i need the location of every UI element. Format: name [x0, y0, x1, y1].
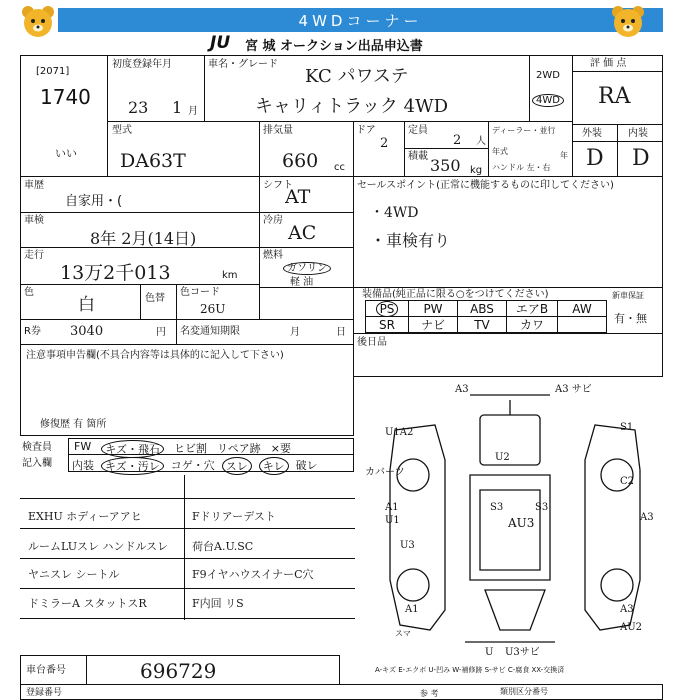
equip-tv: TV	[457, 316, 507, 333]
dmg-label-au3: AU3	[508, 516, 535, 530]
model-label: 型式	[112, 125, 132, 136]
dmg-label-s3-right: S3	[535, 502, 549, 513]
ext-score: D	[586, 146, 604, 171]
insp-fw: FW	[74, 440, 92, 453]
postday-label: 後日品	[357, 337, 387, 348]
note-right-1: Fドリアーデスト	[192, 510, 276, 523]
equip-new-label: 新車保証	[612, 291, 644, 300]
insp-burn-hole: コゲ・穴	[170, 459, 215, 472]
name-label: 車名・グレード	[208, 59, 278, 70]
capacity-label: 定員	[408, 125, 428, 136]
footer-reg-label: 登録番号	[26, 688, 63, 698]
recycle-label: R券	[24, 326, 41, 337]
score-value: RA	[598, 84, 631, 109]
color-label: 色	[24, 287, 34, 298]
equip-sr: SR	[365, 316, 409, 333]
dmg-label-u2-top: U2	[495, 452, 510, 463]
lot-note: いい	[55, 147, 77, 160]
ext-label: 外装	[582, 128, 602, 139]
equip-leather: カワ	[506, 316, 558, 333]
capacity-unit: 人	[476, 136, 486, 147]
sales-item-2: ・車検有り	[370, 231, 451, 250]
color-value: 白	[78, 295, 95, 315]
inspection-label: 車検	[24, 215, 44, 226]
lot-code: [2071]	[36, 66, 70, 77]
model-value: DA63T	[120, 150, 186, 172]
footer-class-label: 類別区分番号	[500, 687, 548, 696]
dmg-label-front-right: A3 サビ	[555, 384, 592, 395]
inspector-label-1: 検査員	[22, 442, 52, 453]
note-right-2: 荷台A.U.SC	[192, 540, 254, 553]
int-label: 内装	[628, 128, 648, 139]
lot-number: 1740	[40, 85, 91, 109]
dmg-label-u1a2: U1A2	[385, 427, 414, 438]
banner-title: 4WDコーナー	[58, 8, 663, 32]
fuel-gasoline: ガソリン	[283, 262, 331, 275]
name-change-label: 名変通知期限	[180, 326, 240, 337]
equip-pw: PW	[408, 300, 458, 317]
bear-mascot-icon-left	[20, 4, 56, 38]
dmg-label-u3-rust: U3サビ	[505, 647, 540, 658]
equip-blank	[557, 316, 607, 333]
notes-label: 注意事項申告欄(不具合内容等は具体的に記入して下さい)	[26, 350, 284, 361]
dmg-label-a1-bottom: A1	[405, 604, 419, 615]
dmg-label-a1: A1	[385, 502, 399, 513]
postday-box	[353, 333, 663, 377]
car-damage-diagram	[365, 380, 665, 662]
name-line1: KC パワステ	[305, 66, 409, 87]
doors-label: ドア	[356, 125, 376, 136]
score-label: 評 価 点	[590, 58, 627, 69]
color-trim-label: 色替	[145, 293, 165, 304]
name-line2: キャリィトラック 4WD	[255, 96, 449, 117]
logo: JU	[210, 33, 231, 53]
reg-year: 23	[128, 98, 149, 117]
dealer-label: ディーラー・並行	[492, 126, 556, 135]
reg-month: 1	[172, 98, 183, 117]
history-label: 車歴	[24, 180, 44, 191]
displacement-label: 排気量	[263, 125, 293, 136]
equip-ps: PS	[365, 300, 409, 317]
name-change-month: 月	[290, 327, 300, 338]
equip-label: 装備品(純正品に限る○をつけてください)	[362, 289, 549, 300]
chassis-value: 696729	[140, 659, 217, 683]
inspection-value: 8年 2月(14日)	[90, 229, 197, 248]
note-left-4: ドミラーA スタットスR	[28, 597, 147, 610]
form-subtitle: 宮 城 オークション出品申込書	[245, 39, 423, 54]
shift-value: AT	[285, 186, 311, 208]
dealer-year-label: 年式	[492, 147, 508, 156]
note-left-3: ヤニスレ シートル	[28, 568, 120, 581]
footer-box	[20, 684, 663, 700]
insp-scratch-chip: キズ・飛石	[101, 440, 164, 458]
insp-tear: 破レ	[295, 459, 318, 472]
handle-label: ハンドル 左・右	[492, 163, 551, 172]
note-right-4: F内回 リS	[192, 597, 244, 610]
dmg-label-c2: C2	[620, 476, 635, 487]
sales-item-1: ・4WD	[370, 205, 419, 221]
dmg-label-front-left: A3	[455, 384, 469, 395]
dmg-label-s3-left: S3	[490, 502, 504, 513]
int-score: D	[632, 146, 650, 171]
equip-warranty: 有・無	[614, 312, 647, 325]
insp-crack: ヒビ割	[174, 442, 207, 455]
capacity-value: 2	[453, 133, 462, 148]
cooling-value: AC	[288, 222, 317, 244]
fuel-diesel: 軽 油	[290, 277, 314, 288]
drive-4wd: 4WD	[532, 94, 564, 107]
sales-label: セールスポイント(正常に機能するものに印してください)	[357, 180, 614, 191]
insp-scratch-dirt: キズ・汚レ	[101, 457, 164, 475]
reg-month-unit: 月	[188, 106, 198, 117]
damage-legend: A-キズ E-エクボ U-凹み W-補修跡 S-サビ C-腐食 XX-交換済	[375, 666, 565, 674]
dmg-label-u1: U1	[385, 515, 400, 526]
recycle-unit: 円	[156, 327, 166, 338]
color-code: 26U	[200, 302, 226, 316]
drive-box	[529, 55, 573, 122]
equip-aw: AW	[557, 300, 607, 317]
note-left-1: EXHU ホディーアアヒ	[28, 510, 142, 523]
insp-repair-mark: リペア跡	[217, 442, 261, 455]
dmg-label-suma: スマ	[395, 629, 411, 638]
equip-airbag: エアB	[506, 300, 558, 317]
history-box	[20, 176, 260, 213]
dmg-label-au2: AU2	[620, 622, 643, 633]
chassis-label: 車台番号	[26, 665, 66, 676]
displacement-unit: cc	[334, 162, 345, 173]
load-value: 350	[430, 156, 461, 175]
equip-abs: ABS	[457, 300, 507, 317]
footer-ref: 参 考	[420, 689, 439, 698]
dmg-label-u3: U3	[400, 540, 415, 551]
equip-navi: ナビ	[408, 316, 458, 333]
color-code-label: 色コード	[180, 287, 220, 298]
dmg-label-s1: S1	[620, 422, 634, 433]
cooling-label: 冷房	[263, 215, 283, 226]
dealer-year-unit: 年	[560, 151, 568, 160]
bear-mascot-icon-right	[610, 4, 646, 38]
displacement-value: 660	[282, 150, 319, 172]
mileage-unit: km	[222, 270, 238, 281]
doors-value: 2	[380, 136, 389, 151]
note-left-2: ルームLUスレ ハンドルスレ	[28, 540, 169, 553]
insp-wear: スレ	[222, 457, 252, 475]
fuel-label: 燃料	[263, 250, 283, 261]
dmg-label-u-bottom: U	[485, 647, 494, 658]
insp-need: ×要	[270, 442, 291, 455]
reg-label: 初度登録年月	[112, 59, 172, 70]
shift-label: シフト	[263, 180, 293, 191]
dmg-label-cover: カバーツ	[365, 467, 405, 478]
repair-history: 修復歴 有 箇所	[40, 419, 107, 430]
note-right-3: F9イヤハウスイナーC穴	[192, 568, 314, 581]
insp-cut: キレ	[259, 457, 289, 475]
load-unit: kg	[470, 165, 483, 176]
insp-interior: 内装	[72, 459, 94, 472]
inspector-label-2: 記入欄	[22, 458, 52, 469]
mileage-value: 13万2千013	[60, 262, 171, 284]
drive-2wd: 2WD	[536, 70, 560, 81]
name-change-day: 日	[336, 327, 346, 338]
load-label: 積載	[408, 151, 428, 162]
mileage-label: 走行	[24, 250, 44, 261]
dmg-label-a3-br: A3	[620, 604, 634, 615]
recycle-value: 3040	[70, 324, 104, 339]
dmg-label-a3-right: A3	[640, 512, 654, 523]
history-value: 自家用・(	[65, 194, 123, 209]
